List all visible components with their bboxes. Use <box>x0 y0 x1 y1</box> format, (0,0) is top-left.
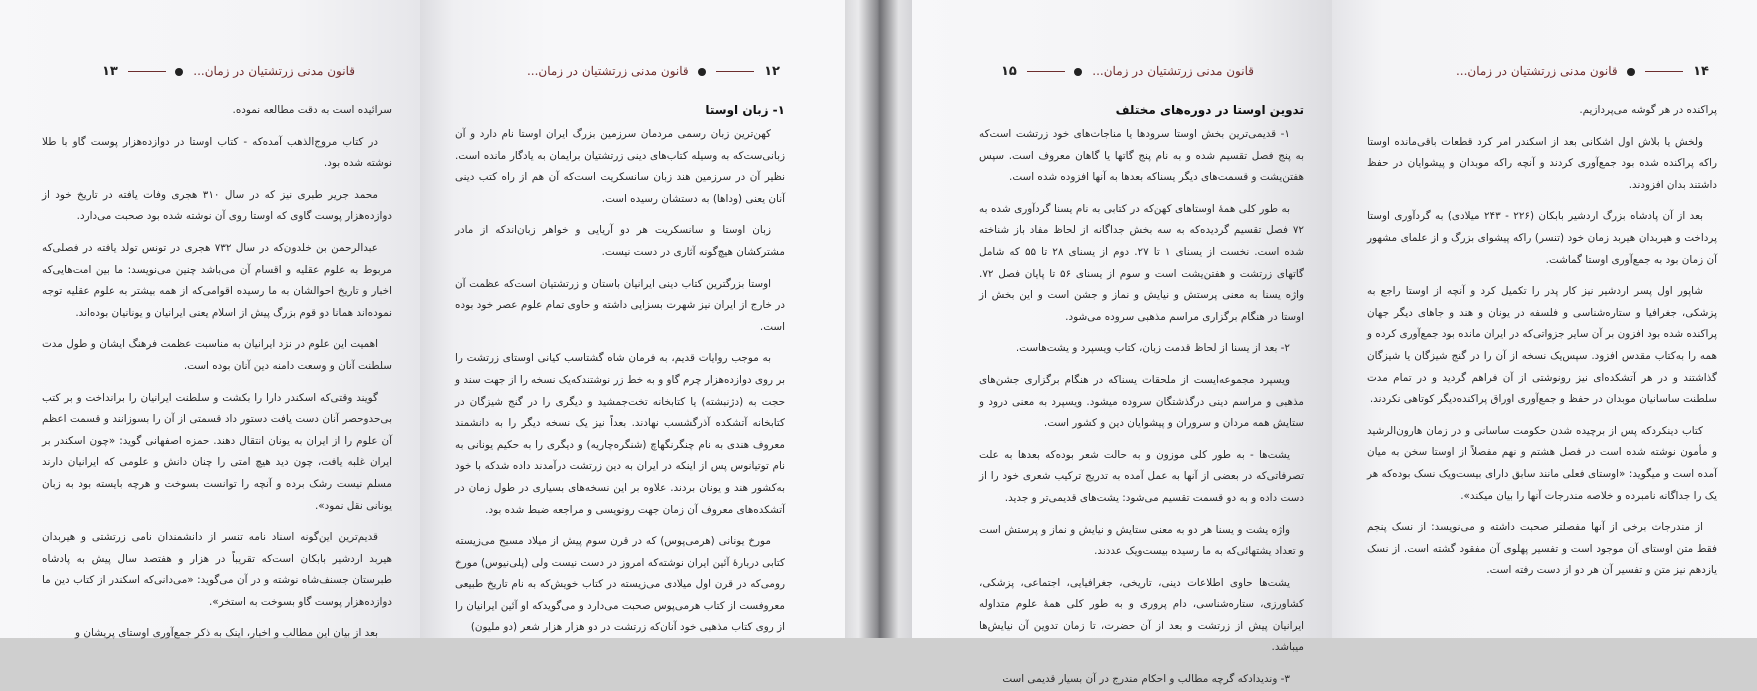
header-dot <box>1074 68 1082 76</box>
page-header <box>1389 64 1709 86</box>
paragraph: بعد از آن پادشاه بزرگ اردشیر بابکان (۲۲۶ - ۲۴۳ میلادی) به گردآوری اوستا پرداخت و هیربدان هیربد زمان خود (تنسر) را‌که پیشوای بزرگ و از علمای مشهور آن زمان بود به جمع‌آوری اوستا گماشت. <box>1367 210 1717 266</box>
page-number: ۱۵ <box>1000 64 1017 79</box>
page-text <box>42 100 392 640</box>
paragraph: ویسپرد مجموعه‌ایست از ملحقات یسنا‌که در هنگام برگزاری جشن‌های مذهبی و مراسم دینی درگذشتگان سروده میشود. ویسپرد به معنی درود و ستایش همه مردان و سروران و پیشوایان دین و کشور است. <box>979 373 1304 430</box>
page-15 <box>912 0 1332 686</box>
right-spread <box>912 0 1757 686</box>
page-number: ۱۴ <box>1693 64 1709 79</box>
paragraph: ۱- قدیمی‌ترین بخش اوستا سرودها یا مناجات‌های خود زرتشت است‌که به پنج فصل تقسیم شده و به نام پنج گاتها یا گاهان معروف است. سپس هفتن‌یشت و قسمت‌های دیگر یسنا‌که بعدها به آنها افزوده شده است. <box>979 128 1304 184</box>
page-14 <box>1332 0 1757 638</box>
running-title: قانون مدنی زرتشتیان در زمان... <box>1455 64 1618 78</box>
paragraph: کتاب دینکرد‌که پس از برچیده شدن حکومت ساسانی و در زمان هارون‌الرشید و مأمون نوشته شده است در فصل هشتم و نهم مفصلاً از اوستا سخن به میان آمده است و میگوید: «اوستای فعلی مانند سابق دارای بیست‌ویک نسک بوده‌که هر یک را جداگانه نامبرده و خلاصه مندرجات آنها را بیان میکند». <box>1367 424 1717 502</box>
paragraph: از مندرجات برخی از آنها مفصلتر صحبت داشته و می‌نویسد: از نسک پنجم فقط متن اوستای آن موجود است و تفسیر پهلوی آن مفقود گشته است. از نسک یازدهم نیز متن و تفسیر آن هر دو از دست رفته است. <box>1367 521 1717 577</box>
page-header <box>55 64 355 86</box>
paragraph: سرائیده است به دقت مطالعه نموده. <box>232 104 392 116</box>
header-rule <box>716 71 754 72</box>
paragraph: ۲- بعد از یسنا از لحاظ قدمت زبان، کتاب ویسپرد و یشت‌هاست. <box>1015 342 1290 355</box>
paragraph: زبان اوستا و سانسکریت هر دو آریایی و خواهر زبان‌اند‌که از مادر مشترکشان هیچ‌گونه آثاری در دست نیست. <box>455 224 785 258</box>
paragraph: اوستا بزرگترین کتاب دینی ایرانیان باستان و زرتشتیان است‌که عظمت آن در خارج از ایران نیز شهرت بسزایی داشته و حاوی تمام علوم عصر خود بوده است. <box>455 277 785 333</box>
paragraph: شاپور اول پسر اردشیر نیز کار پدر را تکمیل کرد و آنچه از اوستا راجع به پزشکی، جغرافیا و ستاره‌شناسی و فلسفه در یونان و هند و جاهای دیگر جهان پراکنده شده بود افزون بر آن سایر جزواتی‌که در ایران مانده بود جمع‌آوری کرده و همه را به‌کتاب مقدس افزود. سپس‌یک نسخه از آن را در گنج شیزگان یا شیزگان گذاشتند و در هر آتشکده‌ای نیز رونوشتی از آن فراهم گردید و در تمام مدت سلطنت ساسانیان موبدان در حفظ و جمع‌آوری اوراق پراکنده‌دیگر کوتاهی نکردند. <box>1367 285 1717 406</box>
header-dot <box>1627 68 1635 76</box>
page-text <box>979 100 1305 686</box>
book-gap <box>845 0 912 638</box>
page-12 <box>420 0 845 638</box>
page-header <box>480 64 780 86</box>
paragraph: قدیم‌ترین این‌گونه اسناد نامه تنسر از دانشمندان نامی زرتشتی و هیربدان هیربد اردشیر بابکان است‌که تقریباً در هزار و هفتصد سال پیش به پادشاه طبرستان جسنف‌شاه نوشته و در آن می‌گوید: «می‌دانی‌که اسکندر از کتاب دین ما دوازده‌هزار پوست گاو بسوخت به استخر». <box>42 531 392 608</box>
paragraph: پراکنده در هر گوشه می‌پردازیم. <box>1579 104 1717 116</box>
page-text <box>455 100 785 634</box>
page-number: ۱۳ <box>101 64 118 79</box>
paragraph: اهمیت این علوم در نزد ایرانیان به مناسبت عظمت فرهنگ ایشان و طول مدت سلطنت آنان و وسعت دامنه دین آنان بوده است. <box>42 338 392 372</box>
running-title: قانون مدنی زرتشتیان در زمان... <box>193 64 355 78</box>
header-rule <box>128 71 166 72</box>
header-rule <box>1027 71 1065 72</box>
paragraph: کهن‌ترین زبان رسمی مردمان سرزمین بزرگ ایران اوستا نام دارد و آن زبانی‌ست‌که به وسیله کتاب‌های دینی زرتشتیان برایمان به یادگار مانده است. نظیر آن در سرزمین هند زبان سانسکریت است‌که آن هم از راه کتب دینی آنان یعنی (وداها) به دستشان رسیده است. <box>455 128 785 205</box>
page-13 <box>0 0 420 638</box>
section-heading: تدوین اوستا در دوره‌های مختلف <box>1115 103 1304 117</box>
page-header <box>974 64 1254 86</box>
paragraph: به موجب روایات قدیم، به فرمان شاه گشتاسب کیانی اوستای زرتشت را بر روی دوازده‌هزار چرم گاو و به خط زر نوشتند‌که‌یک نسخه را از جهت سند و حجت به (دژنبشته) یا کتابخانه تخت‌جمشید و دیگری را در گنج شیزگان در کتابخانه آتشکده آذرگشسب نهادند. بعداً نیز یک نسخه دیگر را به دانشمند معروف هندی به نام چنگرنگهاچ (شنگره‌چاریه) و دیگری را به حکیم یونانی به نام توتیانوس پس از اینکه در ایران به دین زرتشت درآمدند داده شد‌که با خود به‌کشور هند و یونان بردند. علاوه بر این نسخه‌های بسیاری در طول زمان در آتشکده‌های معروف آن زمان جهت رونویسی و مراجعه ضبط شده بود. <box>455 352 785 516</box>
header-rule <box>1645 71 1683 72</box>
paragraph: واژه یشت و یسنا هر دو به معنی ستایش و نیایش و نماز و پرستش است و تعداد یشتهائی‌که به ما رسیده بیست‌ویک عددند. <box>979 523 1304 558</box>
paragraph: ۳- وندیداد‌که گرچه مطالب و احکام مندرج در آن بسیار قدیمی است <box>1002 673 1290 686</box>
paragraph: به طور کلی همهٔ اوستاهای کهن‌که در کتابی به نام یسنا گردآوری شده به ۷۲ فصل تقسیم گردیده‌که به سه بخش جداگانه از لحاظ مفاد باز شناخته شده است. نخست از یسنای ۱ تا ۲۷. دوم از یسنای ۲۸ تا ۵۵ ‌که شامل گاتهای زرتشت و هفتن‌یشت است و سوم از یسنای ۵۶ تا پایان فصل ۷۲. واژه یسنا به معنی پرستش و نیایش و نماز و جشن است و این بخش از اوستا در هنگام برگزاری مراسم مذهبی سروده می‌شود. <box>979 202 1305 323</box>
paragraph: مورخ یونانی (هرمی‌پوس) که در قرن سوم پیش از میلاد مسیح می‌زیسته کتابی دربارهٔ آئین ایران نوشته‌که امروز در دست نیست ولی (پلی‌نیوس) مورخ رومی‌که در قرن اول میلادی می‌زیسته در کتاب خویش‌که به نام تاریخ طبیعی معروفست از کتاب هرمی‌پوس صحبت می‌دارد و می‌گوید‌که او آئین ایرانیان را از روی کتاب مذهبی خود آنان‌که زرتشت در دو هزار هزار شعر (دو ملیون) <box>455 535 785 634</box>
page-number: ۱۲ <box>764 64 780 79</box>
running-title: قانون مدنی زرتشتیان در زمان... <box>526 64 689 78</box>
header-dot <box>175 68 183 76</box>
section-heading: ۱- زبان اوستا <box>705 103 785 117</box>
paragraph: یشت‌ها حاوی اطلاعات دینی، تاریخی، جغرافیایی، اجتماعی، پزشکی، کشاورزی، ستاره‌شناسی، دام پروری و به طور کلی همهٔ علوم متداوله ایرانیان پیش از زرتشت و بعد از آن حضرت، تا زمان تدوین آن نیایش‌ها میباشد. <box>979 576 1304 654</box>
paragraph: در کتاب مروج‌الذهب آمده‌که - کتاب اوستا در دوازده‌هزار پوست گاو با طلا نوشته شده بود. <box>42 135 392 170</box>
paragraph: یشت‌ها - به طور کلی موزون و به حالت شعر بوده‌که بعدها به علت تصرفاتی‌که در بعضی از آنها به عمل آمده به تدریج ترکیب شعری خود را از دست داده و به دو قسمت تقسیم می‌شود: یشت‌های قدیمی‌تر و جدید. <box>979 448 1304 504</box>
paragraph: محمد جریر طبری نیز که در سال ۳۱۰ هجری وفات یافته در تاریخ خود از دوازده‌هزار پوست گاوی که اوستا روی آن نوشته شده بود صحبت می‌دارد. <box>42 188 392 223</box>
paragraph: ولخش یا بلاش اول اشکانی بعد از اسکندر امر کرد قطعات باقی‌مانده اوستا را‌که پراکنده شده بود جمع‌آوری کردند و آنچه را‌که موبدان و پیشوایان در حفظ داشتند بدان افزودند. <box>1367 135 1717 191</box>
page-text <box>1367 100 1717 630</box>
left-spread <box>0 0 845 638</box>
running-title: قانون مدنی زرتشتیان در زمان... <box>1092 64 1254 78</box>
paragraph: عبدالرحمن بن خلدون‌که در سال ۷۳۲ هجری در تونس تولد یافته در فصلی‌که مربوط به علوم عقلیه و اقسام آن می‌باشد چنین می‌نویسد: ما بین امت‌هایی‌که اخبار و تاریخ احوالشان به ما رسیده اقوامی‌که از همه بیشتر به علوم عقلیه توجه نموده‌اند همانا دو قوم بزرگ پیش از اسلام یعنی ایرانیان و یونانیان بوده‌اند. <box>42 241 392 319</box>
paragraph: بعد از بیان این مطالب و اخبار، اینک به ذکر جمع‌آوری اوستای پریشان و <box>75 627 378 640</box>
header-dot <box>698 68 706 76</box>
paragraph: گویند وقتی‌که اسکندر دارا را بکشت و سلطنت ایرانیان را برانداخت و بر کتب بی‌حدوحصر آنان دست یافت دستور داد قسمتی از آن را بسوزانند و قسمت اعظم آن علوم را از ایران به یونان انتقال دهند. حمزه اصفهانی گوید: «چون اسکندر بر ایران غلبه یافت، چون دید هیچ امتی را چنان دانش و علومی که ایرانیان دارند مسلم نیست رشک برده و آنچه را توانست بسوخت و هرچه بایسته بود به زبان یونانی نقل نمود». <box>42 391 392 512</box>
